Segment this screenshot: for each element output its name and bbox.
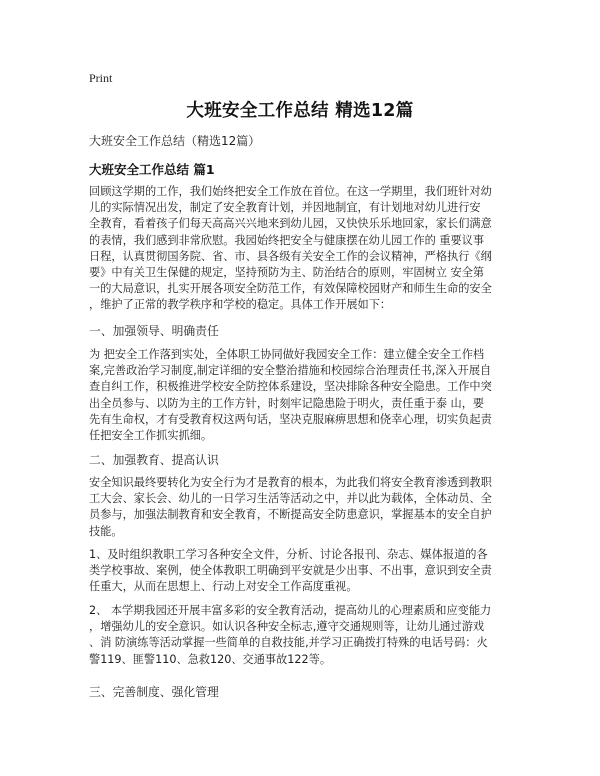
paragraph-line: 工大会、家长会、幼儿的一日学习生活等活动之中，并以此为载体，全体动员、全 (89, 492, 492, 506)
paragraph-line: 儿的实际情况出发，制定了安全教育计划，并因地制宜，有计划地对幼儿进行安 (89, 201, 481, 215)
paragraph-line: ，维护了正常的教学秩序和学校的稳定。具体工作开展如下： (89, 298, 392, 312)
paragraph-line: 类学校事故、案例，使全体教职工明确到平安就是少出事、不出事，意识到安全责 (89, 564, 492, 578)
paragraph-4 (89, 603, 523, 668)
paragraph-3 (89, 547, 523, 596)
paragraph-line: 1、及时组织教职工学习各种安全文件，分析、讨论各报刊、杂志、媒体报道的各 (89, 548, 488, 561)
paragraph-line: 先有生命权，才有受教育权这两句话，坚决克服麻痹思想和侥幸心理，切实负起责 (89, 412, 492, 426)
paragraph-line: 技能。 (89, 524, 123, 538)
paragraph-1 (89, 347, 523, 444)
heading-1: 一、加强领导、明确责任 (89, 324, 219, 338)
paragraph-line: 一的大局意识，扎实开展各项安全防范工作，有效保障校园财产和师生生命的安全 (89, 282, 492, 296)
paragraph-line: 任重大，从而在思想上、行动上对安全工作高度重视。 (89, 580, 358, 594)
print-label: Print (89, 71, 113, 85)
intro-paragraph (89, 184, 523, 314)
heading-3: 三、完善制度、强化管理 (89, 685, 219, 699)
paragraph-line: 安全知识最终要转化为安全行为才是教育的根本，为此我们将安全教育渗透到教职 (89, 476, 492, 489)
paragraph-line: 要》中有关卫生保健的规定，坚持预防为主、防治结合的原则，牢固树立 安全第 (89, 266, 485, 280)
paragraph-line: 警119、匪警110、急救120、交通事故122等。 (89, 652, 332, 666)
paragraph-line: 2、 本学期我园还开展丰富多彩的安全教育活动，提高幼儿的心理素质和应变能力 (89, 604, 492, 617)
paragraph-line: 为 把安全工作落到实处，全体职工协同做好我园安全工作：建立健全安全工作档 (89, 348, 485, 361)
paragraph-line: 全教育，看着孩子们每天高高兴兴地来到幼儿园，又快快乐乐地回家，家长们满意 (89, 217, 492, 231)
section-title: 大班安全工作总结 篇1 (89, 162, 215, 177)
paragraph-line: 员参与，加强法制教育和安全教育，不断提高安全防患意识，掌握基本的安全自护 (89, 508, 492, 522)
paragraph-line: 案,完善政治学习制度,制定详细的安全整治措施和校园综合治理责任书,深入开展自 (89, 364, 492, 378)
paragraph-line: 、消 防演练等活动掌握一些简单的自救技能,并学习正确拨打特殊的电话号码：火 (89, 636, 488, 650)
paragraph-line: 回顾这学期的工作，我们始终把安全工作放在首位。在这一学期里，我们班针对幼 (89, 185, 492, 198)
paragraph-line: 出全员参与、以防为主的工作方针，时刻牢记隐患险于明火，责任重于泰 山，要 (89, 396, 485, 410)
document-subtitle: 大班安全工作总结（精选12篇） (89, 134, 261, 148)
paragraph-line: 查自纠工作，积极推进学校安全防控体系建设，坚决排除各种安全隐患。工作中突 (89, 380, 492, 394)
paragraph-line: 任把安全工作抓实抓细。 (89, 429, 213, 443)
paragraph-line: 的表情，我们感到非常欣慰。我园始终把安全与健康摆在幼儿园工作的 重要议事 (89, 233, 485, 247)
paragraph-line: ，增强幼儿的安全意识。如认识各种安全标志,遵守交通规则等，让幼儿通过游戏 (89, 620, 485, 634)
document-title: 大班安全工作总结 精选12篇 (186, 101, 414, 121)
heading-2: 二、加强教育、提高认识 (89, 453, 219, 467)
paragraph-2 (89, 475, 523, 540)
paragraph-line: 日程，认真贯彻国务院、省、市、县各级有关安全工作的会议精神，严格执行《纲 (89, 249, 492, 263)
